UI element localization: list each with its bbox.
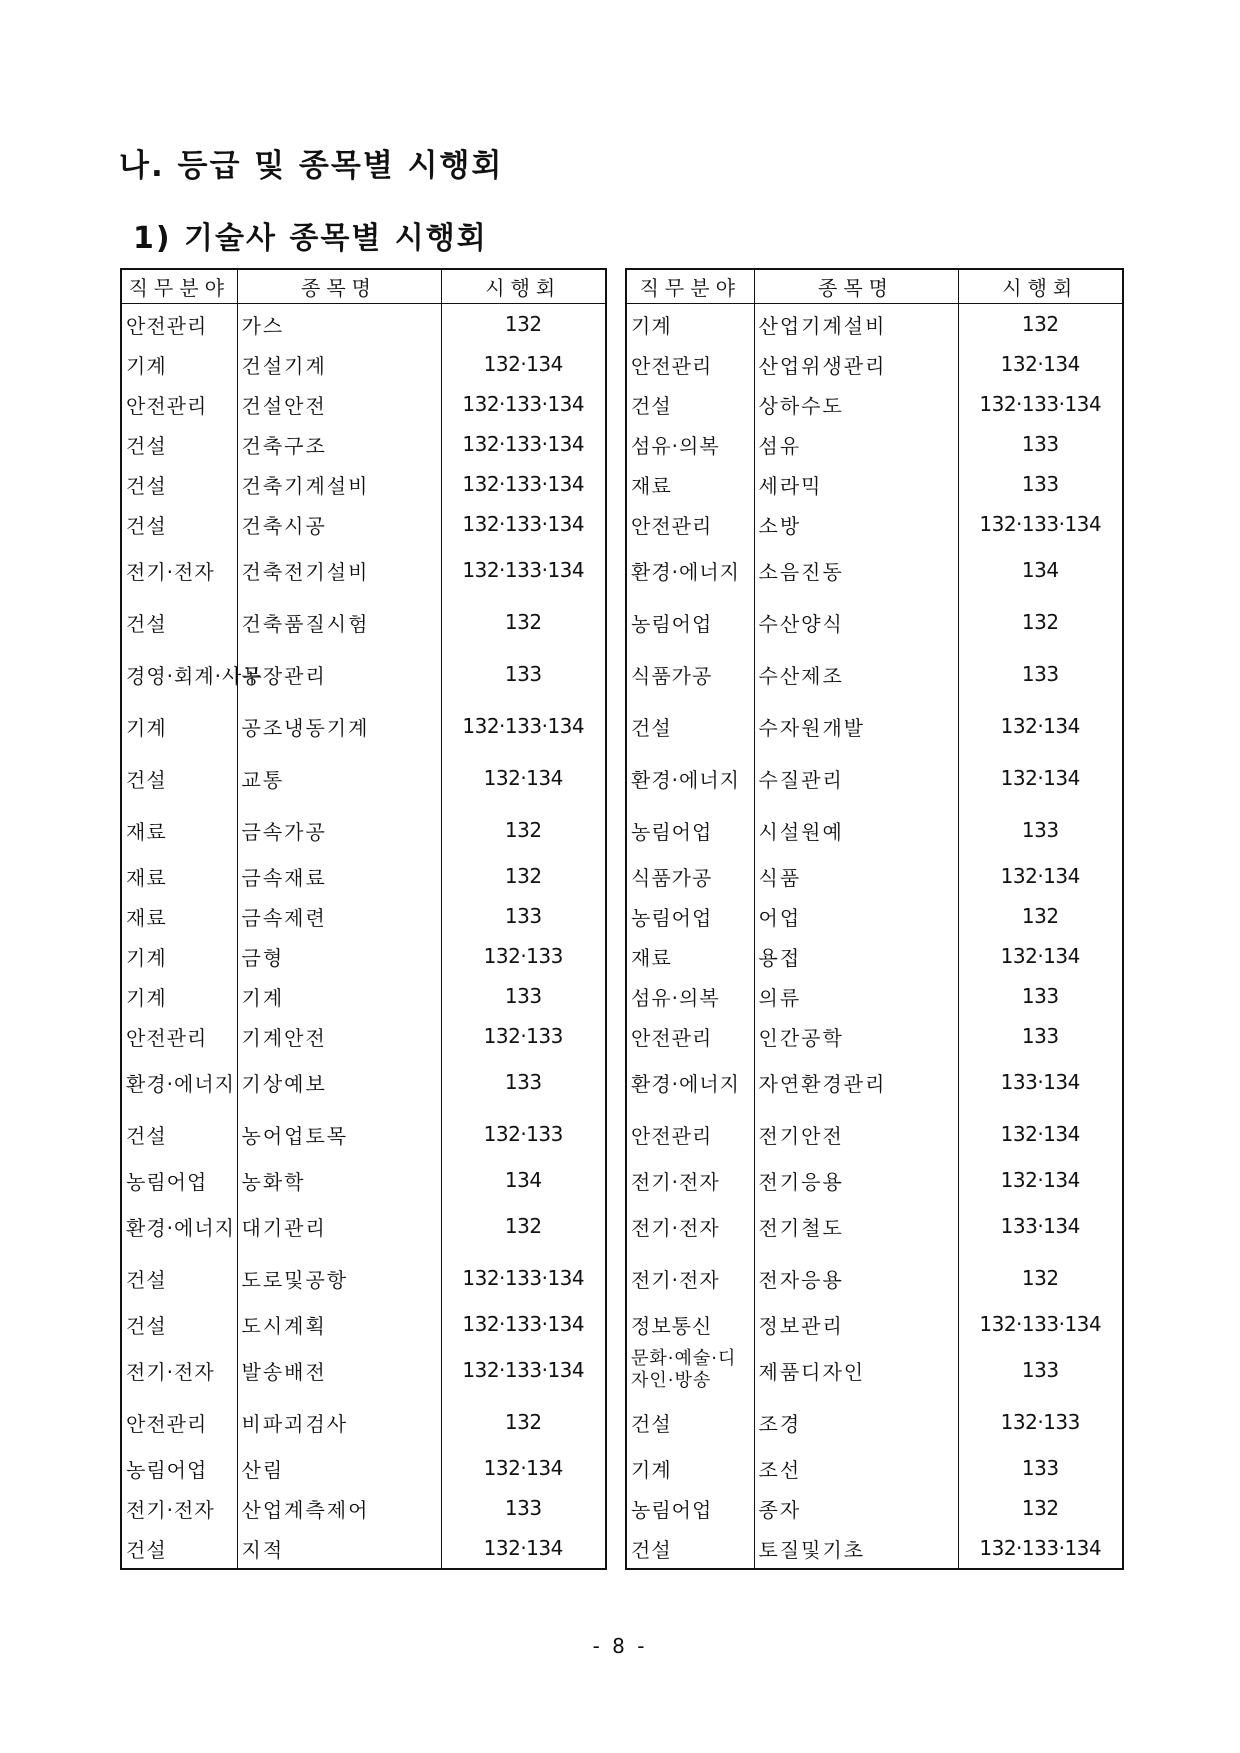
- round-cell: 132·134: [441, 1448, 606, 1488]
- field-cell: 기계: [121, 976, 237, 1016]
- header-round: 시행회: [958, 269, 1123, 304]
- table-row: [121, 424, 606, 464]
- round-cell: 133: [441, 896, 606, 936]
- table-row: [121, 1304, 606, 1344]
- item-cell: 수산양식: [754, 596, 958, 648]
- round-cell: 132·134: [441, 344, 606, 384]
- table-row: [626, 596, 1123, 648]
- field-cell: 건설: [121, 596, 237, 648]
- round-cell: 132·133·134: [958, 384, 1123, 424]
- header-field: 직무분야: [121, 269, 237, 304]
- item-cell: 건축품질시험: [237, 596, 441, 648]
- table-row: [121, 1200, 606, 1252]
- item-cell: 수자원개발: [754, 700, 958, 752]
- field-cell: 안전관리: [121, 1016, 237, 1056]
- item-cell: 기상예보: [237, 1056, 441, 1108]
- item-cell: 대기관리: [237, 1200, 441, 1252]
- header-item: 종목명: [754, 269, 958, 304]
- table-row: [121, 976, 606, 1016]
- round-cell: 132·133·134: [441, 384, 606, 424]
- table-row: [121, 1108, 606, 1160]
- field-cell: 전기·전자: [121, 544, 237, 596]
- field-cell: 전기·전자: [121, 1344, 237, 1396]
- table-row: [626, 1448, 1123, 1488]
- field-cell: 섬유·의복: [626, 424, 754, 464]
- table-row: [121, 1528, 606, 1569]
- round-cell: 132·134: [441, 1528, 606, 1569]
- round-cell: 132·133: [441, 936, 606, 976]
- item-cell: 소방: [754, 504, 958, 544]
- table-row: [121, 596, 606, 648]
- item-cell: 섬유: [754, 424, 958, 464]
- header-round: 시행회: [441, 269, 606, 304]
- left-round-table: [120, 268, 607, 1570]
- table-row: [626, 504, 1123, 544]
- field-cell: 안전관리: [121, 1396, 237, 1448]
- table-header-row: [121, 269, 606, 304]
- round-cell: 132·133: [441, 1016, 606, 1056]
- item-cell: 발송배전: [237, 1344, 441, 1396]
- item-cell: 토질및기초: [754, 1528, 958, 1569]
- table-row: [121, 344, 606, 384]
- round-cell: 133: [958, 648, 1123, 700]
- header-item: 종목명: [237, 269, 441, 304]
- round-cell: 133: [958, 976, 1123, 1016]
- table-row: [121, 804, 606, 856]
- item-cell: 인간공학: [754, 1016, 958, 1056]
- field-cell: 전기·전자: [626, 1200, 754, 1252]
- table-row: [626, 1396, 1123, 1448]
- field-cell: 건설: [626, 384, 754, 424]
- table-row: [121, 464, 606, 504]
- field-cell: 안전관리: [121, 384, 237, 424]
- item-cell: 자연환경관리: [754, 1056, 958, 1108]
- table-row: [626, 752, 1123, 804]
- table-row: [121, 936, 606, 976]
- item-cell: 비파괴검사: [237, 1396, 441, 1448]
- item-cell: 금형: [237, 936, 441, 976]
- field-cell: 전기·전자: [121, 1488, 237, 1528]
- item-cell: 조선: [754, 1448, 958, 1488]
- round-cell: 132·133·134: [441, 1252, 606, 1304]
- table-row: [626, 1016, 1123, 1056]
- round-cell: 132·133·134: [441, 1344, 606, 1396]
- round-cell: 132·133·134: [958, 1528, 1123, 1569]
- item-cell: 상하수도: [754, 384, 958, 424]
- item-cell: 도시계획: [237, 1304, 441, 1344]
- round-cell: 132·134: [441, 752, 606, 804]
- table-row: [626, 1304, 1123, 1344]
- field-cell: 환경·에너지: [121, 1056, 237, 1108]
- table-row: [626, 304, 1123, 345]
- table-row: [626, 1528, 1123, 1569]
- item-cell: 지적: [237, 1528, 441, 1569]
- item-cell: 조경: [754, 1396, 958, 1448]
- field-cell: 농림어업: [626, 596, 754, 648]
- item-cell: 전자응용: [754, 1252, 958, 1304]
- field-cell: 전기·전자: [626, 1252, 754, 1304]
- table-row: [626, 648, 1123, 700]
- field-cell: 건설: [626, 1528, 754, 1569]
- table-row: [121, 1056, 606, 1108]
- item-cell: 기계: [237, 976, 441, 1016]
- round-cell: 132: [958, 1488, 1123, 1528]
- table-row: [626, 1344, 1123, 1396]
- round-cell: 132: [441, 1200, 606, 1252]
- item-cell: 용접: [754, 936, 958, 976]
- item-cell: 농어업토목: [237, 1108, 441, 1160]
- item-cell: 산림: [237, 1448, 441, 1488]
- field-cell: 전기·전자: [626, 1160, 754, 1200]
- round-cell: 132: [958, 896, 1123, 936]
- field-cell: 기계: [121, 700, 237, 752]
- item-cell: 금속가공: [237, 804, 441, 856]
- field-cell: 정보통신: [626, 1304, 754, 1344]
- subsection-title: 1) 기술사 종목별 시행회: [133, 221, 488, 256]
- table-row: [626, 856, 1123, 896]
- item-cell: 의류: [754, 976, 958, 1016]
- field-cell: 건설: [121, 464, 237, 504]
- field-cell: 식품가공: [626, 648, 754, 700]
- field-cell: 건설: [121, 1108, 237, 1160]
- table-row: [121, 1016, 606, 1056]
- item-cell: 시설원예: [754, 804, 958, 856]
- table-row: [626, 544, 1123, 596]
- table-row: [121, 1160, 606, 1200]
- round-cell: 132·133·134: [441, 544, 606, 596]
- field-cell: 환경·에너지: [121, 1200, 237, 1252]
- field-cell: 안전관리: [121, 304, 237, 345]
- table-row: [626, 1160, 1123, 1200]
- field-cell: 건설: [121, 424, 237, 464]
- item-cell: 종자: [754, 1488, 958, 1528]
- field-cell: 안전관리: [626, 344, 754, 384]
- round-cell: 132·133: [958, 1396, 1123, 1448]
- item-cell: 어업: [754, 896, 958, 936]
- item-cell: 수산제조: [754, 648, 958, 700]
- round-cell: 132: [441, 856, 606, 896]
- field-cell: 농림어업: [626, 1488, 754, 1528]
- item-cell: 공장관리: [237, 648, 441, 700]
- round-cell: 132·133: [441, 1108, 606, 1160]
- table-row: [626, 1488, 1123, 1528]
- field-cell: 재료: [121, 804, 237, 856]
- table-row: [121, 700, 606, 752]
- round-cell: 133: [958, 1016, 1123, 1056]
- field-cell: 건설: [121, 752, 237, 804]
- item-cell: 산업기계설비: [754, 304, 958, 345]
- field-cell: 환경·에너지: [626, 752, 754, 804]
- round-cell: 132·134: [958, 936, 1123, 976]
- table-row: [626, 1200, 1123, 1252]
- table-row: [121, 304, 606, 345]
- round-cell: 132·133·134: [958, 504, 1123, 544]
- field-cell: 기계: [626, 304, 754, 345]
- table-row: [121, 752, 606, 804]
- field-cell: 안전관리: [626, 504, 754, 544]
- field-cell: 안전관리: [626, 1016, 754, 1056]
- field-cell: 안전관리: [626, 1108, 754, 1160]
- round-cell: 132·134: [958, 344, 1123, 384]
- field-cell: 기계: [626, 1448, 754, 1488]
- field-cell: 농림어업: [626, 804, 754, 856]
- table-row: [626, 976, 1123, 1016]
- field-cell: 식품가공: [626, 856, 754, 896]
- table-row: [626, 344, 1123, 384]
- item-cell: 기계안전: [237, 1016, 441, 1056]
- table-row: [121, 856, 606, 896]
- round-cell: 133: [441, 1056, 606, 1108]
- table-row: [121, 1252, 606, 1304]
- table-row: [626, 1056, 1123, 1108]
- item-cell: 도로및공항: [237, 1252, 441, 1304]
- item-cell: 건설기계: [237, 344, 441, 384]
- item-cell: 산업위생관리: [754, 344, 958, 384]
- field-cell: 건설: [626, 700, 754, 752]
- field-cell: 문화·예술·디자인·방송: [626, 1344, 754, 1396]
- round-cell: 133: [958, 1448, 1123, 1488]
- table-row: [121, 1488, 606, 1528]
- field-cell: 건설: [626, 1396, 754, 1448]
- table-row: [626, 1108, 1123, 1160]
- table-row: [626, 936, 1123, 976]
- item-cell: 제품디자인: [754, 1344, 958, 1396]
- round-cell: 132·134: [958, 1108, 1123, 1160]
- round-cell: 132·133·134: [441, 424, 606, 464]
- item-cell: 금속제련: [237, 896, 441, 936]
- item-cell: 소음진동: [754, 544, 958, 596]
- item-cell: 교통: [237, 752, 441, 804]
- field-cell: 환경·에너지: [626, 544, 754, 596]
- table-row: [121, 1344, 606, 1396]
- round-cell: 133: [958, 804, 1123, 856]
- item-cell: 건축구조: [237, 424, 441, 464]
- table-row: [626, 424, 1123, 464]
- field-cell: 기계: [121, 936, 237, 976]
- table-row: [121, 648, 606, 700]
- round-cell: 132: [441, 804, 606, 856]
- table-row: [121, 1448, 606, 1488]
- round-cell: 133·134: [958, 1200, 1123, 1252]
- item-cell: 건설안전: [237, 384, 441, 424]
- round-cell: 133: [441, 976, 606, 1016]
- table-row: [626, 1252, 1123, 1304]
- round-cell: 132: [958, 304, 1123, 345]
- table-row: [121, 1396, 606, 1448]
- round-cell: 132·133·134: [441, 700, 606, 752]
- round-cell: 132: [958, 1252, 1123, 1304]
- table-row: [121, 544, 606, 596]
- round-cell: 133: [958, 1344, 1123, 1396]
- field-cell: 농림어업: [121, 1448, 237, 1488]
- round-cell: 132·133·134: [441, 1304, 606, 1344]
- round-cell: 132: [441, 1396, 606, 1448]
- field-cell: 건설: [121, 1304, 237, 1344]
- right-round-table: [625, 268, 1124, 1570]
- item-cell: 가스: [237, 304, 441, 345]
- field-cell: 섬유·의복: [626, 976, 754, 1016]
- field-cell: 경영·회계·사무: [121, 648, 237, 700]
- item-cell: 수질관리: [754, 752, 958, 804]
- round-cell: 133: [958, 424, 1123, 464]
- item-cell: 정보관리: [754, 1304, 958, 1344]
- round-cell: 132: [441, 304, 606, 345]
- round-cell: 133: [441, 648, 606, 700]
- table-header-row: [626, 269, 1123, 304]
- round-cell: 132·133·134: [441, 504, 606, 544]
- field-cell: 농림어업: [626, 896, 754, 936]
- round-cell: 132·133·134: [441, 464, 606, 504]
- table-row: [626, 464, 1123, 504]
- item-cell: 전기안전: [754, 1108, 958, 1160]
- round-cell: 132: [441, 596, 606, 648]
- header-field: 직무분야: [626, 269, 754, 304]
- item-cell: 식품: [754, 856, 958, 896]
- round-cell: 132·134: [958, 700, 1123, 752]
- field-cell: 재료: [626, 464, 754, 504]
- item-cell: 건축기계설비: [237, 464, 441, 504]
- item-cell: 전기철도: [754, 1200, 958, 1252]
- round-cell: 134: [958, 544, 1123, 596]
- field-cell: 건설: [121, 504, 237, 544]
- table-row: [626, 896, 1123, 936]
- table-row: [626, 384, 1123, 424]
- item-cell: 산업계측제어: [237, 1488, 441, 1528]
- table-row: [626, 804, 1123, 856]
- table-row: [121, 504, 606, 544]
- round-cell: 134: [441, 1160, 606, 1200]
- field-cell: 환경·에너지: [626, 1056, 754, 1108]
- table-row: [626, 700, 1123, 752]
- field-cell: 재료: [121, 896, 237, 936]
- item-cell: 공조냉동기계: [237, 700, 441, 752]
- table-row: [121, 896, 606, 936]
- round-cell: 132: [958, 596, 1123, 648]
- item-cell: 농화학: [237, 1160, 441, 1200]
- field-cell: 건설: [121, 1528, 237, 1569]
- field-cell: 재료: [626, 936, 754, 976]
- item-cell: 전기응용: [754, 1160, 958, 1200]
- item-cell: 금속재료: [237, 856, 441, 896]
- field-cell: 농림어업: [121, 1160, 237, 1200]
- round-cell: 132·134: [958, 1160, 1123, 1200]
- round-cell: 132·134: [958, 856, 1123, 896]
- table-row: [121, 384, 606, 424]
- section-title: 나. 등급 및 종목별 시행회: [119, 148, 504, 184]
- round-cell: 133·134: [958, 1056, 1123, 1108]
- round-cell: 132·134: [958, 752, 1123, 804]
- round-cell: 133: [958, 464, 1123, 504]
- item-cell: 건축전기설비: [237, 544, 441, 596]
- field-cell: 건설: [121, 1252, 237, 1304]
- page-number: - 8 -: [592, 1634, 648, 1658]
- round-cell: 133: [441, 1488, 606, 1528]
- round-cell: 132·133·134: [958, 1304, 1123, 1344]
- item-cell: 건축시공: [237, 504, 441, 544]
- item-cell: 세라믹: [754, 464, 958, 504]
- field-cell: 기계: [121, 344, 237, 384]
- field-cell: 재료: [121, 856, 237, 896]
